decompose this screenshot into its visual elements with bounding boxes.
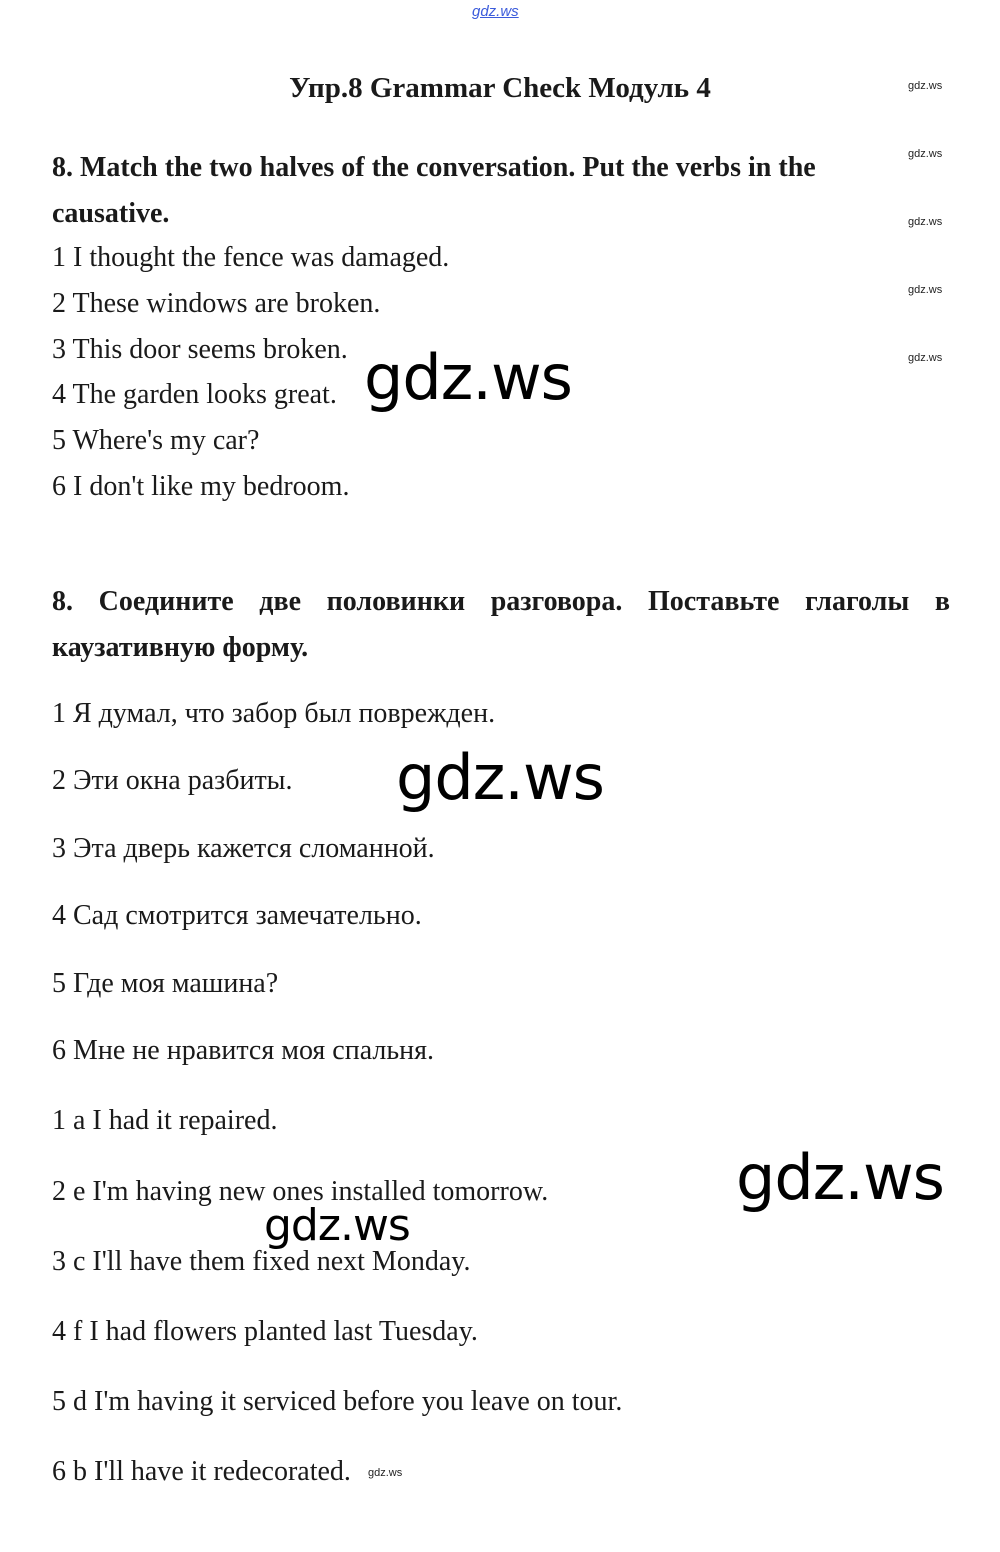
list-item: 2 These windows are broken.: [52, 288, 381, 319]
list-item: 6 I don't like my bedroom.: [52, 471, 350, 502]
watermark-large: gdz.ws: [364, 341, 572, 414]
watermark-large: gdz.ws: [736, 1141, 944, 1214]
watermark-small: gdz.ws: [908, 352, 943, 364]
watermark-small: gdz.ws: [368, 1467, 403, 1479]
answer-item: 2 e I'm having new ones installed tomorrow.: [52, 1176, 549, 1207]
list-item: 1 I thought the fence was damaged.: [52, 242, 450, 273]
answer-item: 6 b I'll have it redecorated.: [52, 1456, 351, 1487]
watermark-large: gdz.ws: [396, 741, 604, 814]
list-item: 5 Где моя машина?: [52, 968, 279, 999]
watermark-top: gdz.ws: [472, 3, 519, 20]
list-item: 6 Мне не нравится моя спальня.: [52, 1035, 434, 1066]
list-item: 4 The garden looks great.: [52, 379, 337, 410]
answer-item: 3 c I'll have them fixed next Monday.: [52, 1246, 471, 1277]
list-item: 4 Сад смотрится замечательно.: [52, 900, 422, 931]
list-item: 5 Where's my car?: [52, 425, 260, 456]
page-title: Упр.8 Grammar Check Модуль 4: [289, 72, 711, 104]
exercise-heading-ru: 8. Соедините две половинки разговора. Поставьте глаголы в каузативную форму.: [52, 586, 950, 663]
exercise-heading-en: 8. Match the two halves of the conversation. Put the verbs in the causative.: [52, 152, 816, 229]
answer-item: 5 d I'm having it serviced before you leave on tour.: [52, 1386, 623, 1417]
watermark-medium: gdz.ws: [264, 1200, 410, 1251]
list-item: 3 Эта дверь кажется сломанной.: [52, 833, 435, 864]
watermark-small: gdz.ws: [908, 216, 943, 228]
watermark-small: gdz.ws: [908, 148, 943, 160]
list-item: 3 This door seems broken.: [52, 334, 348, 365]
watermark-small: gdz.ws: [908, 284, 943, 296]
answer-item: 1 a I had it repaired.: [52, 1105, 278, 1136]
list-item: 2 Эти окна разбиты.: [52, 765, 293, 796]
watermark-small: gdz.ws: [908, 80, 943, 92]
list-item: 1 Я думал, что забор был поврежден.: [52, 698, 496, 729]
answer-item: 4 f I had flowers planted last Tuesday.: [52, 1316, 478, 1347]
